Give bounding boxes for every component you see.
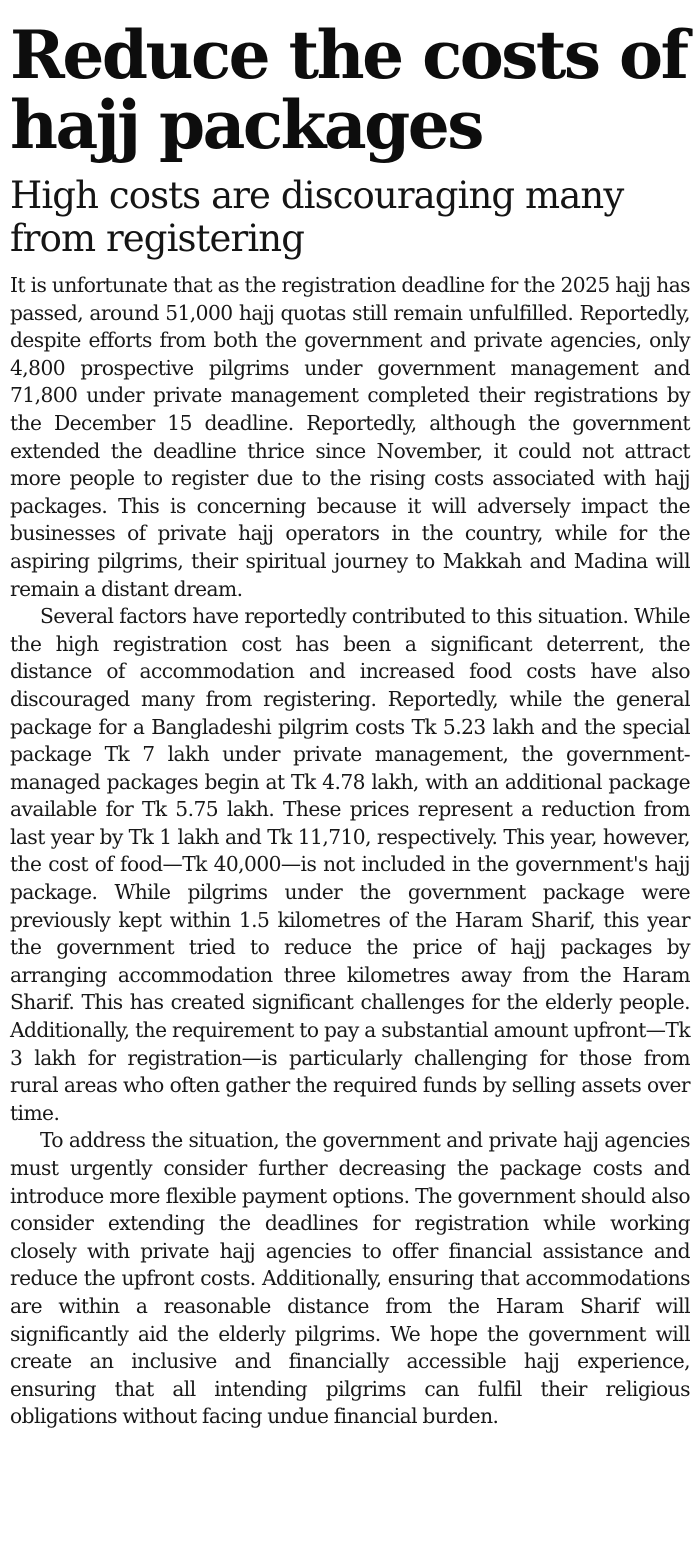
body-paragraph-3: To address the situation, the government and private hajj agencies must urgently consider further decreasing the package costs and introduce more flexible payment options. The government should also consider extending the deadlines for registration while working closely with private hajj agencies to offer financial assistance and reduce the upfront costs. Additionally, ensuring that accommodations are within a reasonable distance from the Haram Sharif will significantly aid the elderly pilgrims. We hope the government will create an inclusive and financially accessible hajj experience, ensuring that all intending pilgrims can fulfil their religious obligations without facing undue financial burden. xyxy=(10,1128,690,1429)
article-body xyxy=(10,272,690,1431)
body-paragraph-2: Several factors have reportedly contributed to this situation. While the high registration cost has been a significant deterrent, the distance of accommodation and increased food costs have also discouraged many from registering. Reportedly, while the general package for a Bangladeshi pilgrim costs Tk 5.23 lakh and the special package Tk 7 lakh under private management, the government-managed packages begin at Tk 4.78 lakh, with an additional package available for Tk 5.75 lakh. These prices represent a reduction from last year by Tk 1 lakh and Tk 11,710, respectively. This year, however, the cost of food—Tk 40,000—is not included in the government's hajj package. While pilgrims under the government package were previously kept within 1.5 kilometres of the Haram Sharif, this year the government tried to reduce the price of hajj packages by arranging accommodation three kilometres away from the Haram Sharif. This has created significant challenges for the elderly people. Additionally, the requirement to pay a substantial amount upfront—Tk 3 lakh for registration—is particularly challenging for those from rural areas who often gather the required funds by selling assets over time. xyxy=(10,604,690,1125)
body-paragraph-1: It is unfortunate that as the registration deadline for the 2025 hajj has passed, around 51,000 hajj quotas still remain unfulfilled. Reportedly, despite efforts from both the government and private agencies, only 4,800 prospective pilgrims under government management and 71,800 under private management completed their registrations by the December 15 deadline. Reportedly, although the government extended the deadline thrice since November, it could not attract more people to register due to the rising costs associated with hajj packages. This is concerning because it will adversely impact the businesses of private hajj operators in the country, while for the aspiring pilgrims, their spiritual journey to Makkah and Madina will remain a distant dream. xyxy=(10,273,690,601)
headline: Reduce the costs of hajj packages xyxy=(10,16,687,164)
editorial-article xyxy=(10,16,690,1431)
subheadline: High costs are discouraging many from registering xyxy=(10,174,624,260)
